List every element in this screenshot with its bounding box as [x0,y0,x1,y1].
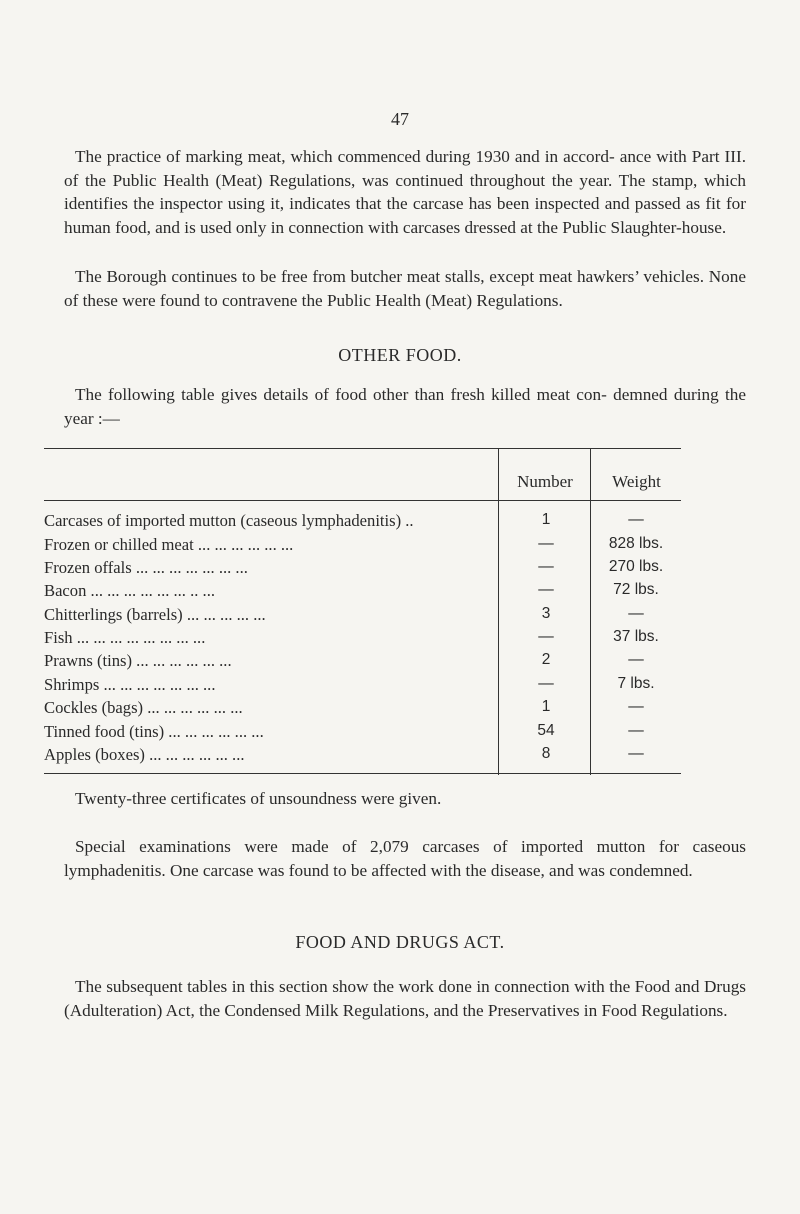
row-item: Cockles (bags) ... ... ... ... ... ... [44,698,243,717]
row-item: Carcases of imported mutton (caseous lymphadenitis) .. [44,511,414,530]
condemned-food-table [44,448,681,775]
row-item: Frozen offals ... ... ... ... ... ... ... [44,558,248,577]
row-number: — [538,628,554,645]
row-weight: 828 lbs. [608,535,664,552]
column-header-number: Number [517,472,573,491]
row-number: 1 [541,698,551,715]
heading-other-food: OTHER FOOD. [338,345,462,365]
row-number: — [538,558,554,575]
row-weight: — [628,722,644,739]
row-number: — [538,581,554,598]
row-number: 2 [541,651,551,668]
table-header-rule [44,500,681,501]
row-number: 1 [541,511,551,528]
row-item: Tinned food (tins) ... ... ... ... ... ... [44,722,264,741]
row-weight: 7 lbs. [617,675,655,692]
heading-food-and-drugs-act: FOOD AND DRUGS ACT. [295,932,505,952]
paragraph-meat-marking: The practice of marking meat, which commenced during 1930 and in accord- ance with Part III. of the Public Health (Meat) Regulations, was continued throughout the year. The stamp, which identifies the inspector using it, indicates that the carcase has been inspected and passed as fit for human food, and is used only in connection with carcases dressed at the Public Slaughter-house. [64,147,746,237]
row-number: — [538,675,554,692]
table-row [44,605,681,627]
table-row [44,745,681,767]
table-row [44,581,681,603]
row-number: 54 [537,722,555,739]
table-row [44,535,681,557]
row-item: Fish ... ... ... ... ... ... ... ... [44,628,206,647]
table-row [44,675,681,697]
row-weight: 270 lbs. [608,558,664,575]
page-number: 47 [391,109,409,129]
row-weight: 72 lbs. [613,581,659,598]
row-item: Shrimps ... ... ... ... ... ... ... [44,675,216,694]
row-weight: — [628,511,644,528]
row-item: Frozen or chilled meat ... ... ... ... ... ... [44,535,294,554]
row-weight: — [628,651,644,668]
column-header-weight: Weight [612,472,661,491]
row-item: Bacon ... ... ... ... ... ... .. ... [44,581,215,600]
paragraph-certificates: Twenty-three certificates of unsoundness were given. [75,789,442,808]
table-row [44,722,681,744]
table-row [44,698,681,720]
table-row [44,628,681,650]
row-number: 8 [541,745,551,762]
row-weight: 37 lbs. [613,628,659,645]
table-row [44,651,681,673]
table-row [44,511,681,533]
paragraph-table-intro: The following table gives details of food other than fresh killed meat con- demned during the year :— [64,385,746,428]
row-item: Prawns (tins) ... ... ... ... ... ... [44,651,232,670]
table-bottom-rule [44,773,681,774]
table-top-rule [44,448,681,449]
paragraph-borough-stalls: The Borough continues to be free from butcher meat stalls, except meat hawkers’ vehicles. None of these were found to contravene the Public Health (Meat) Regulations. [64,267,746,310]
row-item: Chitterlings (barrels) ... ... ... ... ... [44,605,266,624]
paragraph-special-examinations: Special examinations were made of 2,079 carcases of imported mutton for caseous lymphadenitis. One carcase was found to be affected with the disease, and was condemned. [64,837,746,880]
row-number: 3 [541,605,551,622]
row-number: — [538,535,554,552]
paragraph-subsequent-tables: The subsequent tables in this section show the work done in connection with the Food and Drugs (Adulteration) Act, the Condensed Milk Regulations, and the Preservatives in Food Regulations. [64,977,746,1020]
row-weight: — [628,698,644,715]
table-row [44,558,681,580]
row-weight: — [628,605,644,622]
row-item: Apples (boxes) ... ... ... ... ... ... [44,745,245,764]
row-weight: — [628,745,644,762]
